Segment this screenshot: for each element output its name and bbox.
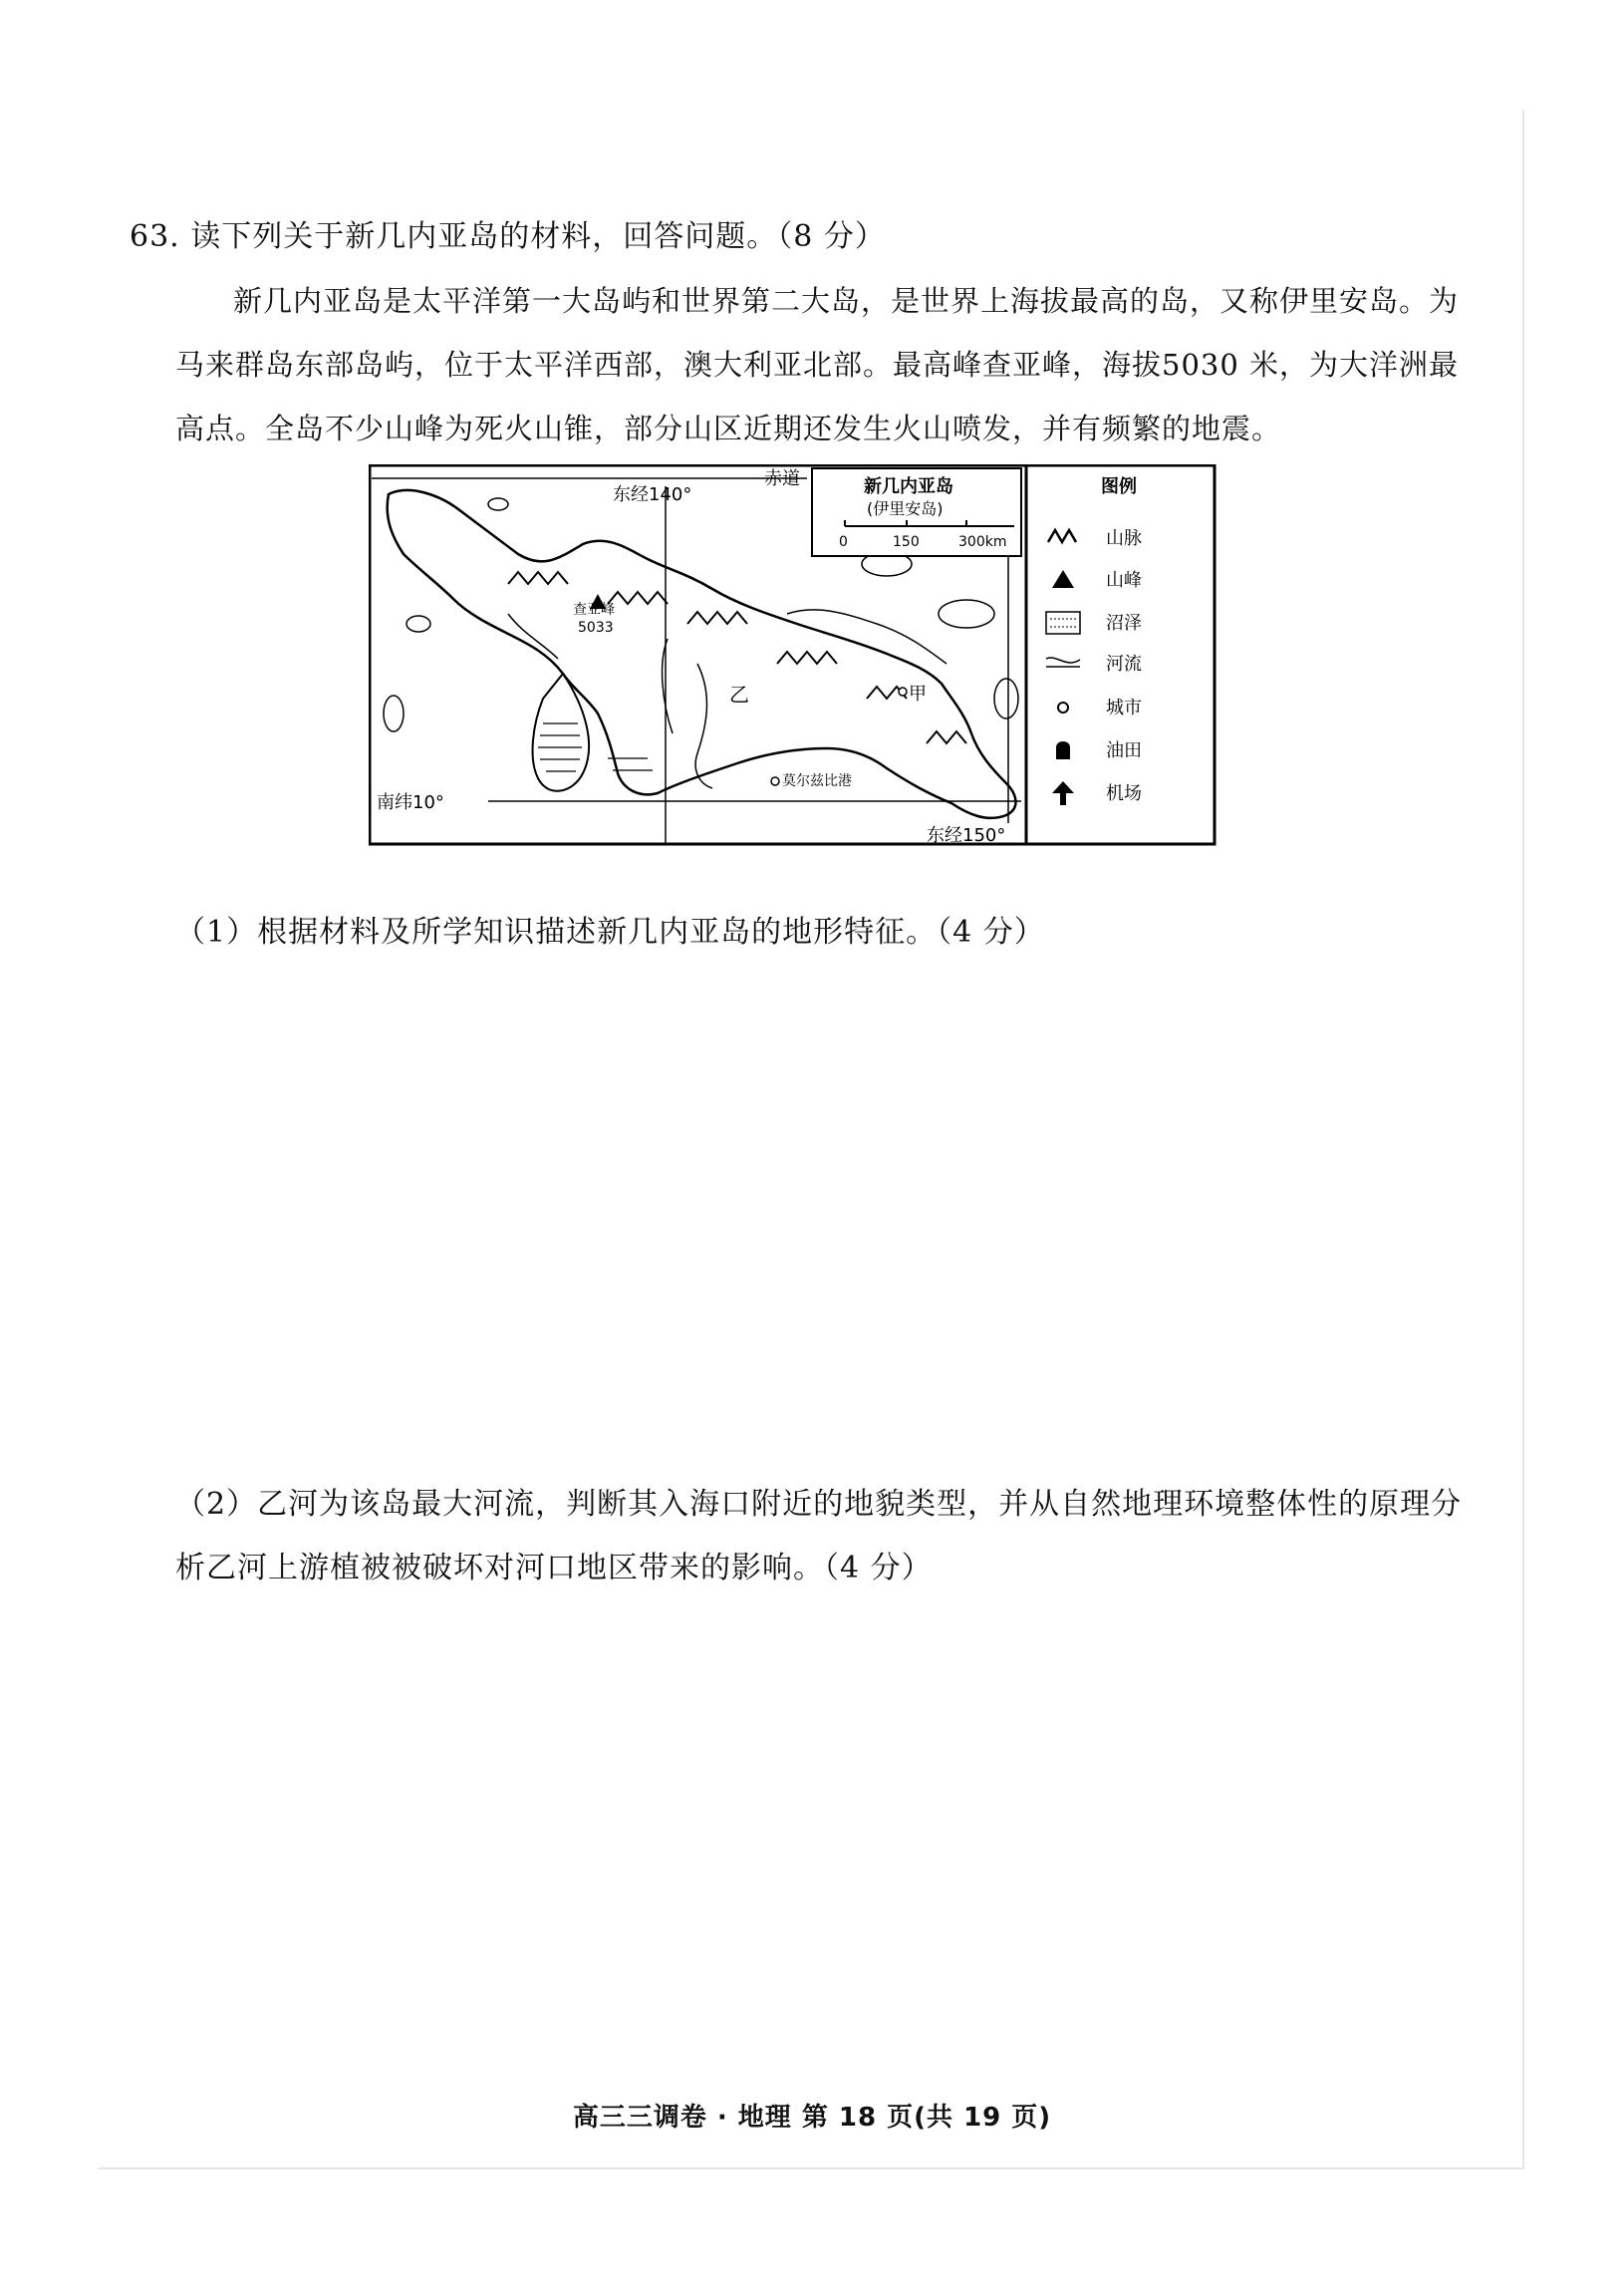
e150-label: 东经150°	[927, 825, 1006, 846]
oilfield-icon	[1056, 741, 1070, 759]
s10-label: 南纬10°	[377, 792, 444, 813]
scale-150: 150	[893, 534, 920, 550]
equator-label: 赤道	[764, 468, 800, 489]
legend-label-swamp: 沼泽	[1106, 613, 1142, 634]
legend-title: 图例	[1101, 476, 1137, 497]
page-footer: 高三三调卷 · 地理 第 18 页(共 19 页)	[572, 2103, 1052, 2133]
scale-0: 0	[839, 534, 848, 550]
port-marker	[771, 777, 779, 785]
legend-label-oilfield: 油田	[1106, 740, 1142, 761]
city-icon	[1058, 703, 1068, 713]
legend-label-peak: 山峰	[1106, 570, 1142, 591]
legend-label-mountain-range: 山脉	[1106, 528, 1142, 549]
port-label: 莫尔兹比港	[782, 773, 852, 789]
question-paragraph	[175, 269, 1461, 460]
map-svg	[369, 464, 1218, 847]
city-jia-label: 甲	[909, 684, 927, 705]
legend-label-river: 河流	[1106, 654, 1142, 675]
new-guinea-map	[369, 464, 1218, 847]
sub-question-2: （2）乙河为该岛最大河流，判断其入海口附近的地貌类型，并从自然地理环境整体性的原理分析乙河上游植被被破坏对河口地区带来的影响。（4 分）	[175, 1487, 1463, 1585]
question-title: 63. 读下列关于新几内亚岛的材料，回答问题。（8 分）	[130, 219, 886, 254]
city-jia-marker	[899, 688, 907, 696]
inset-subtitle: (伊里安岛)	[867, 499, 944, 518]
scale-300: 300km	[958, 534, 1007, 550]
peak-height-label: 5033	[578, 620, 614, 636]
swamp-icon	[1046, 612, 1080, 634]
e140-label: 东经140°	[613, 484, 692, 505]
sub-question-1: （1）根据材料及所学知识描述新几内亚岛的地形特征。（4 分）	[175, 915, 1045, 950]
river-yi-label: 乙	[729, 683, 749, 707]
paragraph-text: 新几内亚岛是太平洋第一大岛屿和世界第二大岛，是世界上海拔最高的岛，又称伊里安岛。为马来群岛东部岛屿，位于太平洋西部，澳大利亚北部。最高峰查亚峰，海拔5030 米，为大洋洲最高点。全岛不少山峰为死火山锥，部分山区近期还发生火山喷发，并有频繁的地震。	[175, 284, 1460, 445]
legend-label-city: 城市	[1106, 698, 1142, 718]
inset-title: 新几内亚岛	[864, 476, 953, 497]
legend-label-airport: 机场	[1106, 783, 1142, 804]
peak-name-label: 查亚峰	[573, 602, 615, 618]
